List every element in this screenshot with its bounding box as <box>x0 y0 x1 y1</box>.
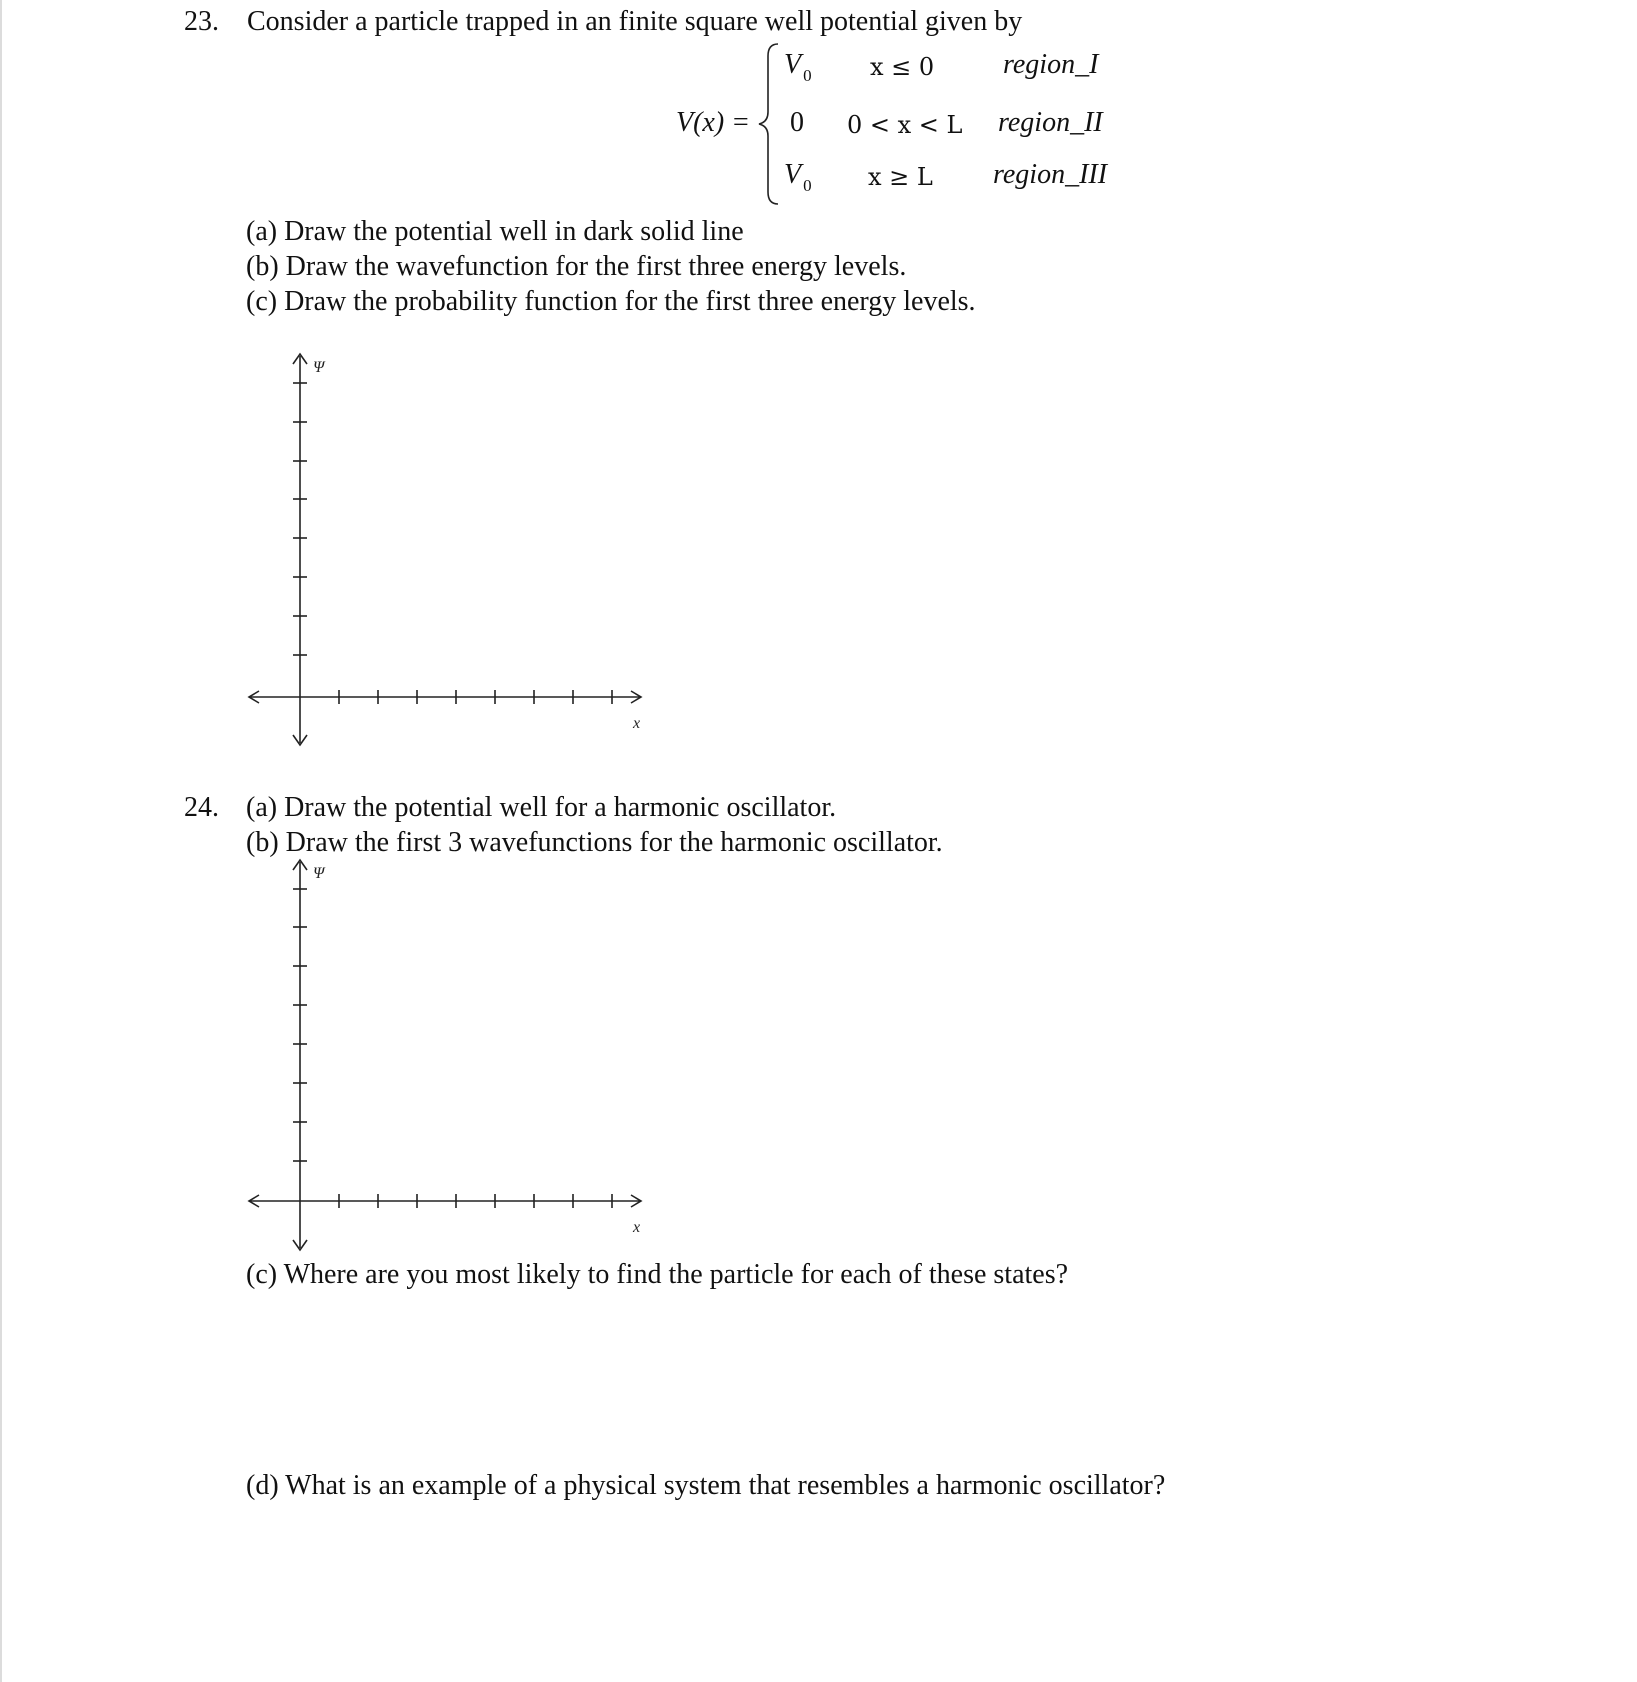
q24-part-b: (b) Draw the first 3 wavefunctions for the harmonic oscillator. <box>246 827 943 858</box>
x-axis-label: x <box>633 715 641 732</box>
q23-part-c: (c) Draw the probability function for the first three energy levels. <box>246 286 976 317</box>
eq-row3-region: region_III <box>993 159 1108 190</box>
q24-number: 24. <box>184 792 219 823</box>
x-axis-label: x <box>633 1219 641 1236</box>
eq-row1-region: region_I <box>1003 49 1099 80</box>
eq-row3-value: V $_0$ <box>784 159 812 195</box>
q24-part-a: (a) Draw the potential well for a harmonic oscillator. <box>246 792 837 823</box>
y-axis-label: Ψ <box>313 865 325 882</box>
eq-row1-value: V $_0$ <box>784 49 812 85</box>
eq-row3-condition: x ≥ L <box>868 163 933 191</box>
eq-row1-condition: x ≤ 0 <box>870 53 935 81</box>
eq-row2-region: region_II <box>998 107 1103 138</box>
equation-lhs: V(x) = <box>676 107 751 138</box>
q23-part-b: (b) Draw the wavefunction for the first three energy levels. <box>246 251 907 282</box>
q23-prompt: Consider a particle trapped in an finite square well potential given by <box>247 6 1023 37</box>
q23-part-a: (a) Draw the potential well in dark solid line <box>246 216 744 247</box>
eq-row2-condition: 0 < x < L <box>847 111 963 139</box>
q23-number: 23. <box>184 6 219 37</box>
q24-part-d: (d) What is an example of a physical system that resembles a harmonic oscillator? <box>246 1470 1166 1501</box>
q24-part-c: (c) Where are you most likely to find the particle for each of these states? <box>246 1259 1069 1290</box>
eq-row2-value: 0 <box>790 107 804 138</box>
y-axis-label: Ψ <box>313 359 325 376</box>
